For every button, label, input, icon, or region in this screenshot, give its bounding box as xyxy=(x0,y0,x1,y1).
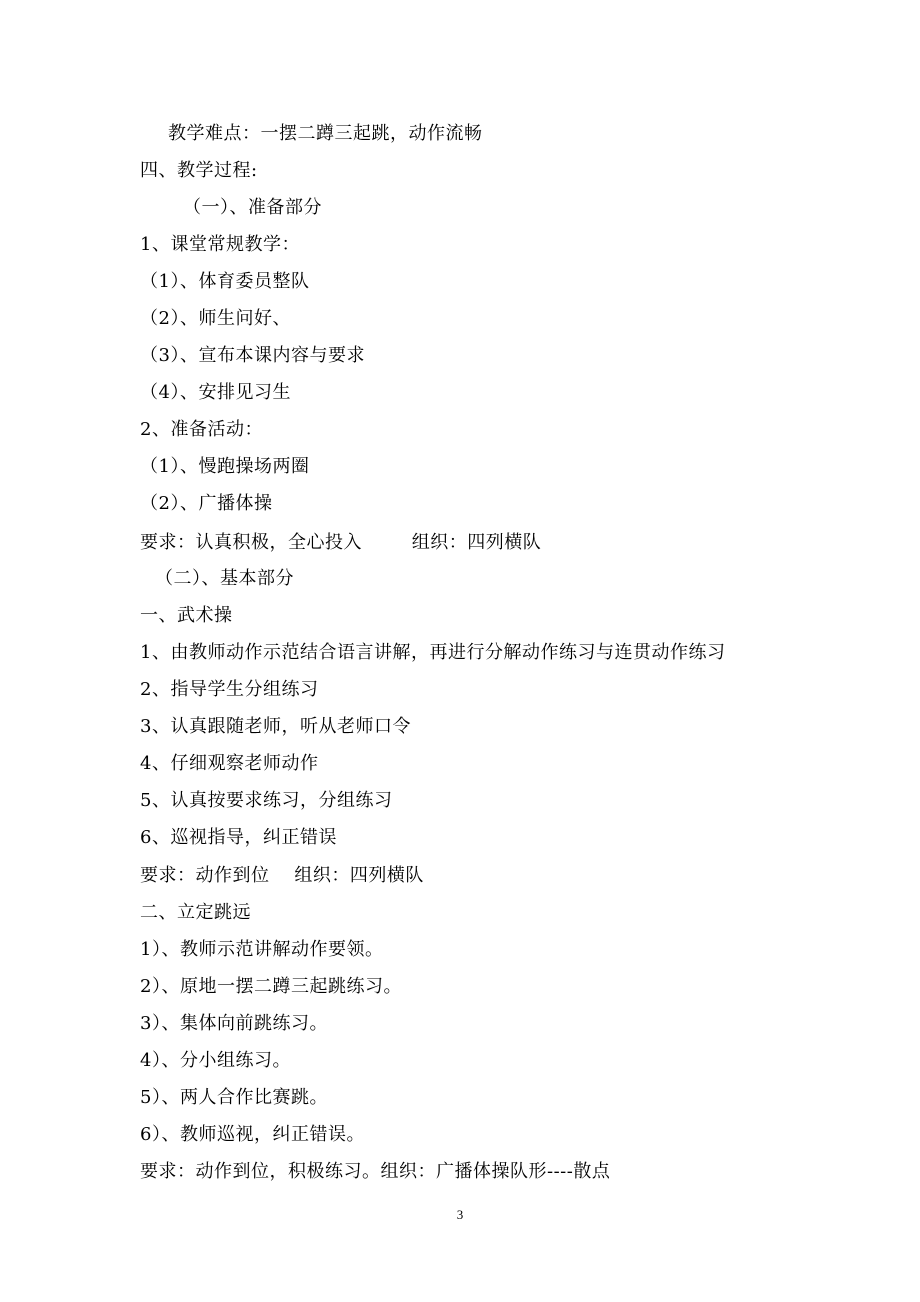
item-line: 4、仔细观察老师动作 xyxy=(140,753,319,774)
item-line: 5、认真按要求练习，分组练习 xyxy=(140,790,393,811)
item-line: 1）、教师示范讲解动作要领。 xyxy=(140,939,384,960)
subitem-line: （1）、慢跑操场两圈 xyxy=(140,456,310,477)
subsection-heading-preparation: （一）、准备部分 xyxy=(183,197,322,218)
subsection-heading-basic: （二）、基本部分 xyxy=(155,568,294,589)
item-line: 5）、两人合作比赛跳。 xyxy=(140,1087,328,1108)
subitem-line: （1）、体育委员整队 xyxy=(140,271,310,292)
requirement-line: 要求：动作到位，积极练习。组织：广播体操队形----散点 xyxy=(140,1161,611,1182)
requirement-line: 要求：动作到位 组织：四列横队 xyxy=(140,865,424,886)
item-line: 4）、分小组练习。 xyxy=(140,1050,291,1071)
section-heading-standing-long-jump: 二、立定跳远 xyxy=(140,902,251,923)
item-line: 6、巡视指导，纠正错误 xyxy=(140,827,337,848)
item-line: 3、认真跟随老师，听从老师口令 xyxy=(140,716,411,737)
item-line: 3）、集体向前跳练习。 xyxy=(140,1013,328,1034)
item-line: 2）、原地一摆二蹲三起跳练习。 xyxy=(140,976,402,997)
teaching-difficulty-line: 教学难点：一摆二蹲三起跳，动作流畅 xyxy=(168,123,483,144)
subitem-line: （2）、师生问好、 xyxy=(140,308,291,329)
section-heading-martial-arts: 一、武术操 xyxy=(140,605,233,626)
requirement-line: 要求：认真积极，全心投入 组织：四列横队 xyxy=(140,532,542,553)
page-number: 3 xyxy=(456,1207,464,1222)
subitem-line: （4）、安排见习生 xyxy=(140,382,291,403)
item-warm-up: 2、准备活动： xyxy=(140,419,263,440)
item-class-routine: 1、课堂常规教学： xyxy=(140,234,300,255)
item-line: 6）、教师巡视，纠正错误。 xyxy=(140,1124,365,1145)
item-line: 1、由教师动作示范结合语言讲解，再进行分解动作练习与连贯动作练习 xyxy=(140,642,726,663)
subitem-line: （2）、广播体操 xyxy=(140,493,273,514)
section-heading-teaching-process: 四、教学过程: xyxy=(140,160,258,181)
subitem-line: （3）、宣布本课内容与要求 xyxy=(140,345,365,366)
item-line: 2、指导学生分组练习 xyxy=(140,679,319,700)
